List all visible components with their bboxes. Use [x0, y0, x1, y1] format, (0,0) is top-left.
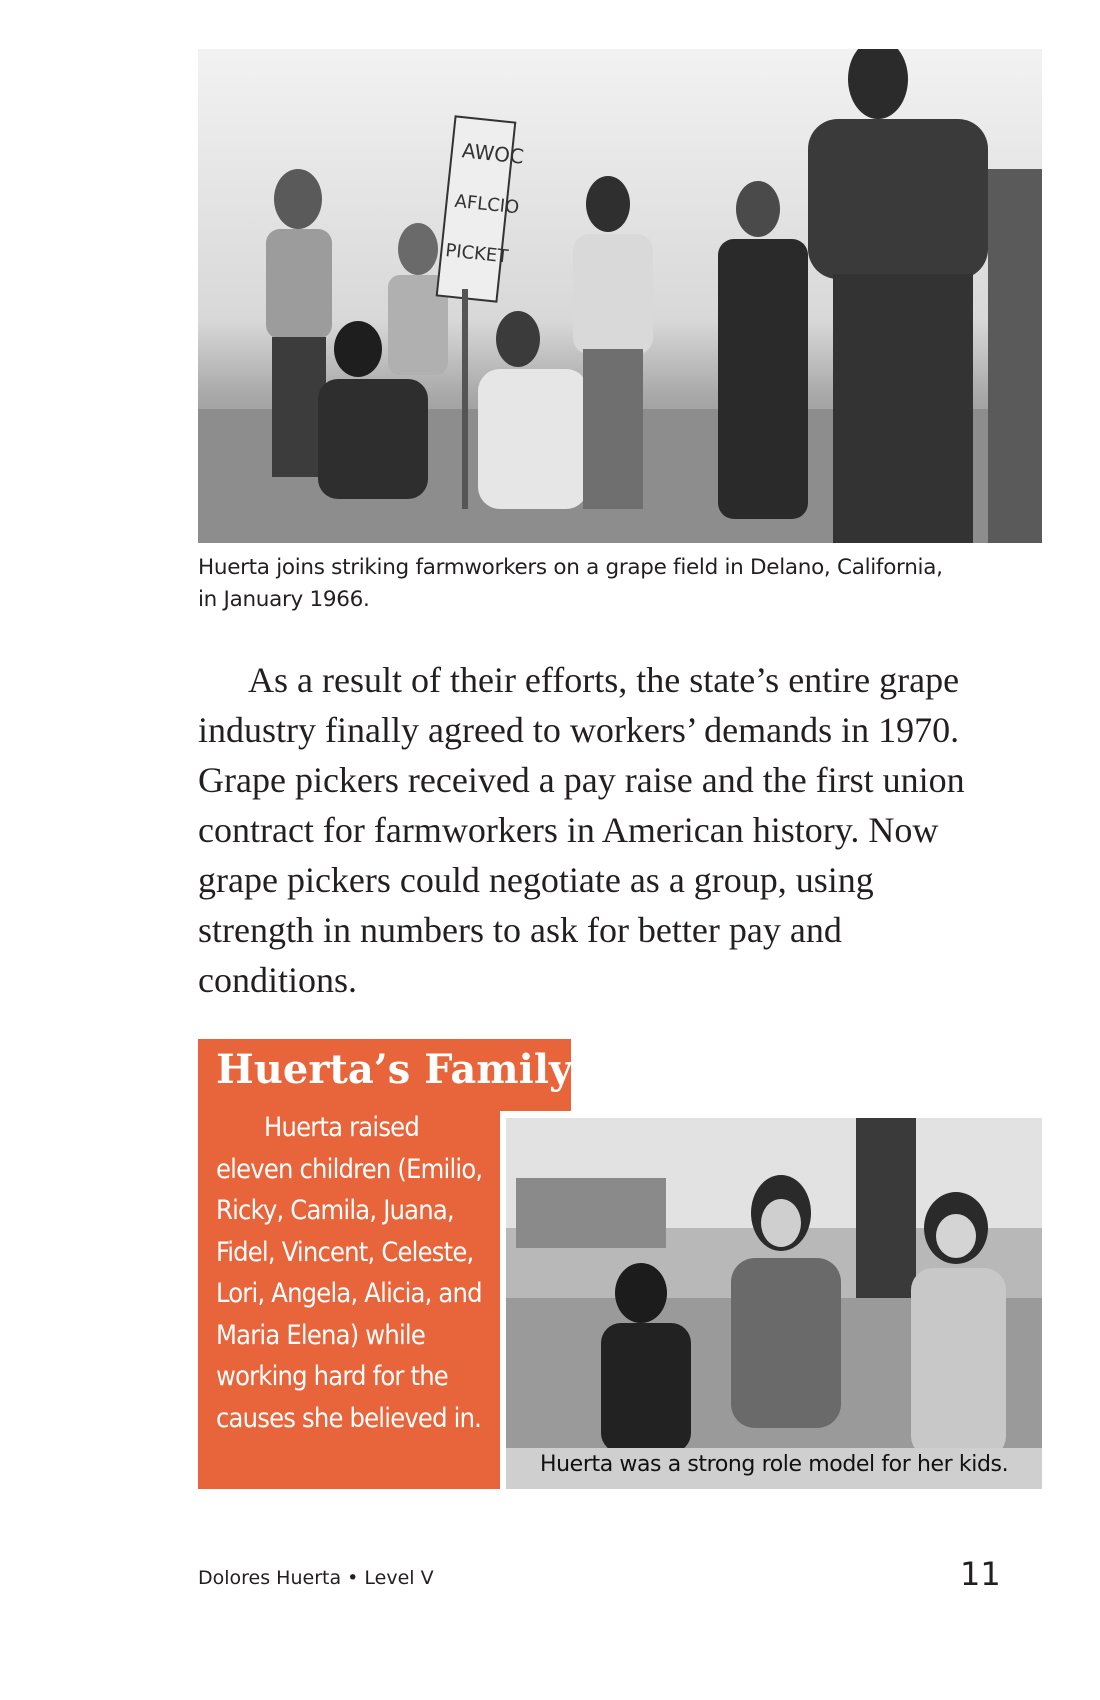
- sidebar-text-content: Huerta raised eleven children (Emilio, Ricky, Camila, Juana, Fidel, Vincent, Celeste, Lori, Angela, Alicia, and Maria Elena) while working hard for the causes she believed in.: [216, 1112, 483, 1434]
- svg-text:PICKET: PICKET: [444, 240, 510, 268]
- strike-photo: [198, 49, 1042, 543]
- caption-line-2: in January 1966.: [198, 587, 370, 612]
- photo-caption: [198, 552, 978, 616]
- sidebar-title: Huerta’s Family: [216, 1046, 573, 1093]
- family-photo-caption: Huerta was a strong role model for her kids.: [540, 1452, 1009, 1477]
- page-number: 11: [960, 1555, 1001, 1593]
- strike-photo-illustration: [198, 49, 1042, 543]
- body-paragraph: [198, 655, 998, 1005]
- svg-text:AFLCIO: AFLCIO: [453, 190, 521, 219]
- caption-line-1: Huerta joins striking farmworkers on a grape field in Delano, California,: [198, 555, 943, 580]
- svg-text:AWOC: AWOC: [460, 138, 526, 169]
- footer-book-title: Dolores Huerta • Level V: [198, 1567, 434, 1589]
- family-photo: [506, 1118, 1042, 1489]
- family-photo-illustration: [506, 1118, 1042, 1489]
- sidebar-text: [216, 1107, 494, 1439]
- body-paragraph-text: As a result of their efforts, the state’s entire grape industry finally agreed to workers’ demands in 1970. Grape pickers received a pay raise and the first union contract for farmworkers in American history. Now grape pickers could negotiate as a group, using strength in numbers to ask for better pay and conditions.: [198, 660, 965, 1000]
